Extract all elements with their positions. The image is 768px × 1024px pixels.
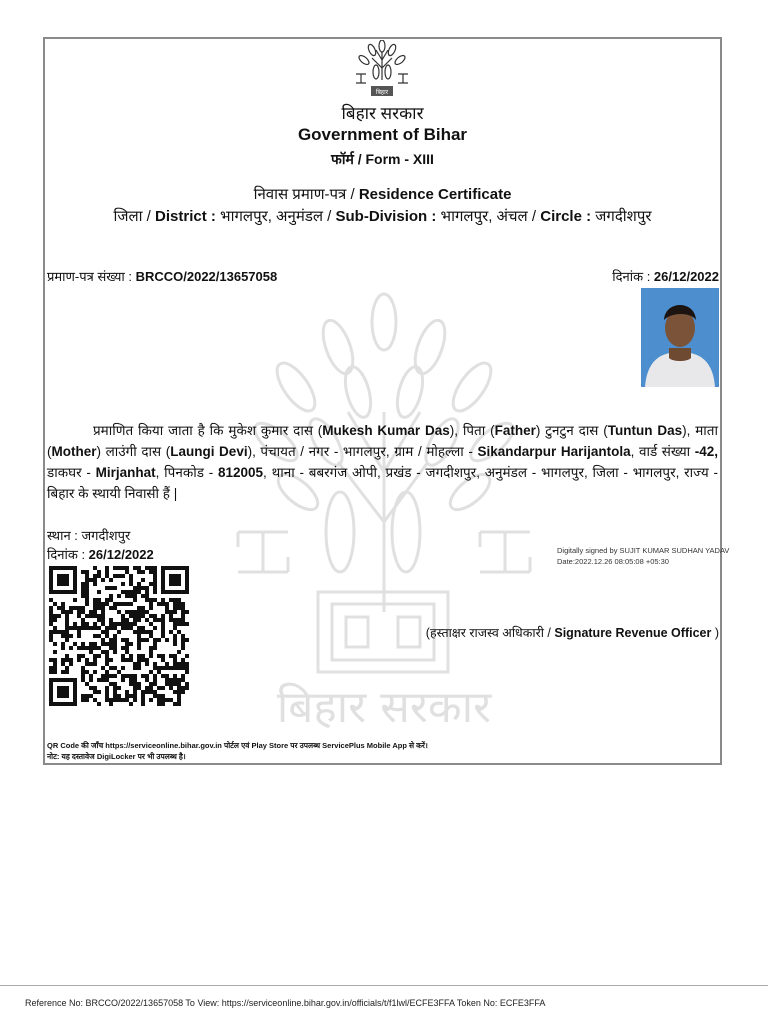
father-name: Tuntun Das bbox=[607, 423, 683, 438]
body-text-1: प्रमाणित किया जाता है कि मुकेश कुमार दास ( bbox=[93, 423, 323, 438]
circle-value: जगदीशपुर bbox=[591, 208, 652, 225]
signature-label bbox=[426, 624, 719, 641]
digital-signature bbox=[557, 545, 729, 567]
qr-note-line-1: QR Code की जाँच https://serviceonline.bihar.gov.in पोर्टल एवं Play Store पर उपलब्ध ServicePlus Mobile App से करें। bbox=[47, 741, 428, 750]
certificate-title bbox=[43, 184, 722, 204]
signature-label-english: Signature Revenue Officer bbox=[554, 626, 712, 640]
pincode: 812005 bbox=[217, 465, 264, 480]
digital-signature-date: Date:2022.12.26 08:05:08 +05:30 bbox=[557, 557, 669, 566]
qr-verification-note bbox=[47, 740, 428, 762]
cert-no-value: BRCCO/2022/13657058 bbox=[135, 269, 278, 284]
applicant-name: Mukesh Kumar Das bbox=[322, 423, 450, 438]
body-text-6: ), पंचायत / नगर - भागलपुर, ग्राम / मोहल्ला - bbox=[247, 444, 478, 459]
signature-date-value: 26/12/2022 bbox=[88, 547, 154, 562]
page-footer-reference: Reference No: BRCCO/2022/13657058 To View: https://serviceonline.bihar.gov.in/officials/t/f1lwl/ECFE3FFA Token No: ECFE3FFA bbox=[25, 998, 546, 1008]
digital-signature-signer: Digitally signed by SUJIT KUMAR SUDHAN YADAV bbox=[557, 546, 730, 555]
issue-date-label: दिनांक : bbox=[612, 269, 654, 284]
signature-date bbox=[47, 545, 154, 563]
subdivision-value: भागलपुर, अंचल / bbox=[436, 208, 541, 225]
village-name: Sikandarpur Harijantola bbox=[477, 444, 631, 459]
person-photo-icon bbox=[641, 288, 719, 387]
certificate-title-hindi: निवास प्रमाण-पत्र / bbox=[253, 186, 359, 203]
signature-label-close: ) bbox=[711, 626, 719, 640]
district-value: भागलपुर, अनुमंडल / bbox=[215, 208, 336, 225]
district-en-label: District : bbox=[155, 208, 216, 225]
body-text-9: , पिनकोड - bbox=[155, 465, 218, 480]
bihar-emblem-icon bbox=[352, 40, 412, 98]
district-hi-label: जिला / bbox=[113, 208, 156, 225]
issue-date-value: 26/12/2022 bbox=[653, 269, 719, 284]
watermark-text: बिहार सरकार bbox=[276, 682, 492, 733]
emblem-badge-text: बिहार bbox=[375, 89, 389, 96]
certificate-title-english: Residence Certificate bbox=[358, 186, 512, 203]
place-of-issue: स्थान : जगदीशपुर bbox=[47, 528, 131, 543]
post-office: Mirjanhat bbox=[95, 465, 156, 480]
applicant-photo bbox=[641, 288, 719, 387]
body-text-10: , थाना - बबरगंज ओपी, प्रखंड - जगदीशपुर, अनुमंडल - भागलपुर, जिला - भागलपुर, राज्य - बिहार के स्थायी निवासी हैं | bbox=[47, 465, 718, 501]
subdivision-en-label: Sub-Division : bbox=[335, 208, 437, 225]
mother-label: Mother bbox=[51, 444, 97, 459]
body-text-4: ), माता ( bbox=[47, 423, 718, 459]
footer-divider bbox=[0, 985, 768, 986]
ward-number: -42, bbox=[694, 444, 718, 459]
body-text-7: , वार्ड संख्या bbox=[630, 444, 695, 459]
signature-date-label: दिनांक : bbox=[47, 547, 89, 562]
circle-en-label: Circle : bbox=[540, 208, 592, 225]
mother-name: Laungi Devi bbox=[170, 444, 248, 459]
certificate-number bbox=[47, 267, 277, 285]
signature-label-hindi: (हस्ताक्षर राजस्व अधिकारी / bbox=[425, 626, 555, 640]
header-english-title: Government of Bihar bbox=[297, 125, 468, 144]
body-text-8: डाकघर - bbox=[47, 465, 96, 480]
body-text-5: ) लाउंगी दास ( bbox=[96, 444, 171, 459]
body-text-3: ) टुनटुन दास ( bbox=[535, 423, 608, 438]
body-text-2: ), पिता ( bbox=[449, 423, 495, 438]
issue-date bbox=[612, 267, 719, 285]
qr-code-icon bbox=[49, 566, 189, 706]
header-hindi-title: बिहार सरकार bbox=[341, 104, 424, 123]
cert-no-label: प्रमाण-पत्र संख्या : bbox=[47, 269, 136, 284]
district-line bbox=[43, 206, 722, 226]
qr-note-line-2: नोट: यह दस्तावेज DigiLocker पर भी उपलब्ध है। bbox=[47, 752, 186, 761]
father-label: Father bbox=[494, 423, 536, 438]
certificate-body bbox=[47, 420, 718, 504]
bodhi-tree-watermark bbox=[228, 292, 540, 742]
form-label: फॉर्म / Form - XIII bbox=[331, 151, 434, 167]
